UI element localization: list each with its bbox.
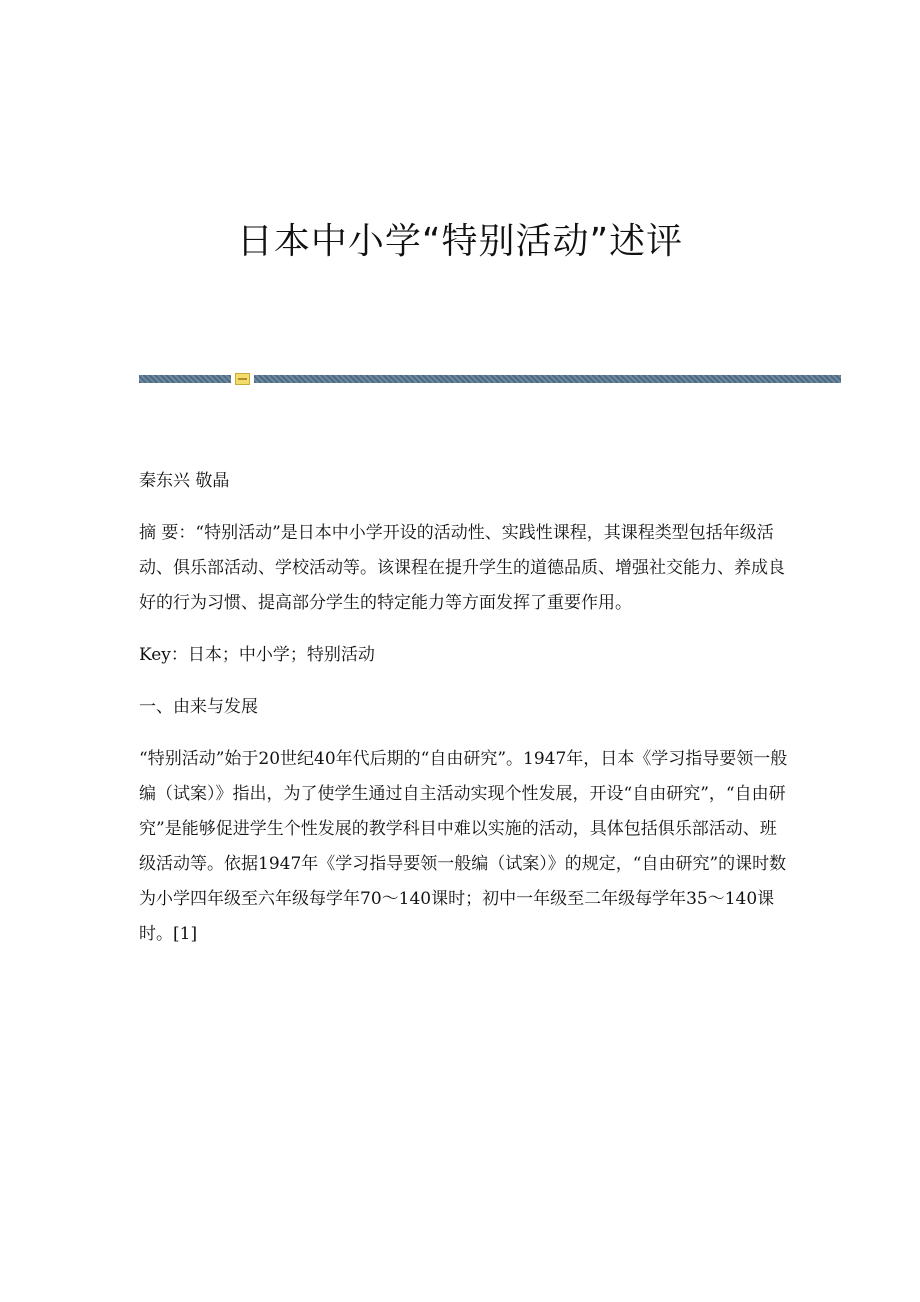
section-heading: 一、由来与发展 [139, 697, 258, 717]
divider-ornament-icon [235, 373, 250, 385]
title-divider [139, 373, 841, 385]
abstract: 摘 要：“特别活动”是日本中小学开设的活动性、实践性课程，其课程类型包括年级活动、俱乐部活动、学校活动等。该课程在提升学生的道德品质、增强社交能力、养成良好的行为习惯、提高部分学生的特定能力等方面发挥了重要作用。 [139, 523, 785, 613]
divider-bar-right [254, 375, 841, 383]
document-body [139, 464, 789, 969]
keywords: Key：日本；中小学；特别活动 [139, 645, 375, 665]
body-paragraph: “特别活动”始于20世纪40年代后期的“自由研究”。1947年，日本《学习指导要领一般编（试案）》指出，为了使学生通过自主活动实现个性发展，开设“自由研究”，“自由研究”是能够促进学生个性发展的教学科目中难以实施的活动，具体包括俱乐部活动、班级活动等。依据1947年《学习指导要领一般编（试案）》的规定，“自由研究”的课时数为小学四年级至六年级每学年70～140课时；初中一年级至二年级每学年35～140课时。[1] [139, 749, 788, 944]
document-title: 日本中小学“特别活动”述评 [236, 221, 684, 262]
divider-bar-left [139, 375, 231, 383]
authors: 秦东兴 敬晶 [139, 471, 230, 491]
